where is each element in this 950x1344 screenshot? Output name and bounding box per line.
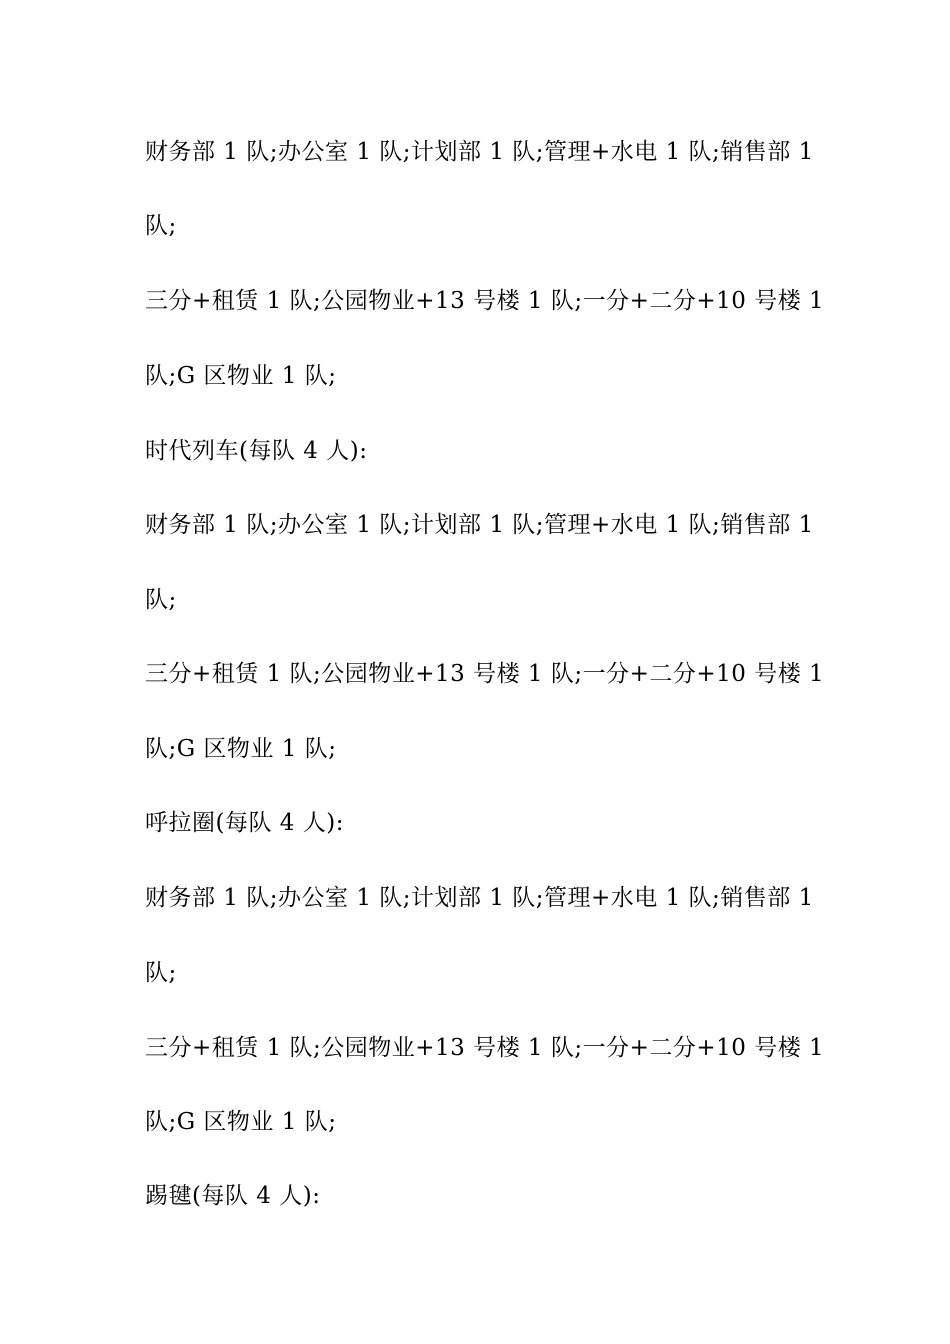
- text-line: 队;: [145, 213, 177, 239]
- text-line: 三分+租赁 1 队;公园物业+13 号楼 1 队;一分+二分+10 号楼 1: [145, 1035, 825, 1061]
- text-line: 三分+租赁 1 队;公园物业+13 号楼 1 队;一分+二分+10 号楼 1: [145, 661, 825, 687]
- text-line: 财务部 1 队;办公室 1 队;计划部 1 队;管理+水电 1 队;销售部 1: [145, 512, 814, 538]
- section-heading: 踢毽(每队 4 人):: [145, 1183, 321, 1209]
- section-heading: 时代列车(每队 4 人):: [145, 438, 368, 464]
- text-line: 队;: [145, 587, 177, 613]
- text-line: 队;G 区物业 1 队;: [145, 736, 337, 762]
- text-line: 财务部 1 队;办公室 1 队;计划部 1 队;管理+水电 1 队;销售部 1: [145, 885, 814, 911]
- text-line: 队;: [145, 960, 177, 986]
- section-heading: 呼拉圈(每队 4 人):: [145, 810, 344, 836]
- text-line: 队;G 区物业 1 队;: [145, 363, 337, 389]
- text-line: 财务部 1 队;办公室 1 队;计划部 1 队;管理+水电 1 队;销售部 1: [145, 139, 814, 165]
- text-line: 队;G 区物业 1 队;: [145, 1109, 337, 1135]
- text-line: 三分+租赁 1 队;公园物业+13 号楼 1 队;一分+二分+10 号楼 1: [145, 288, 825, 314]
